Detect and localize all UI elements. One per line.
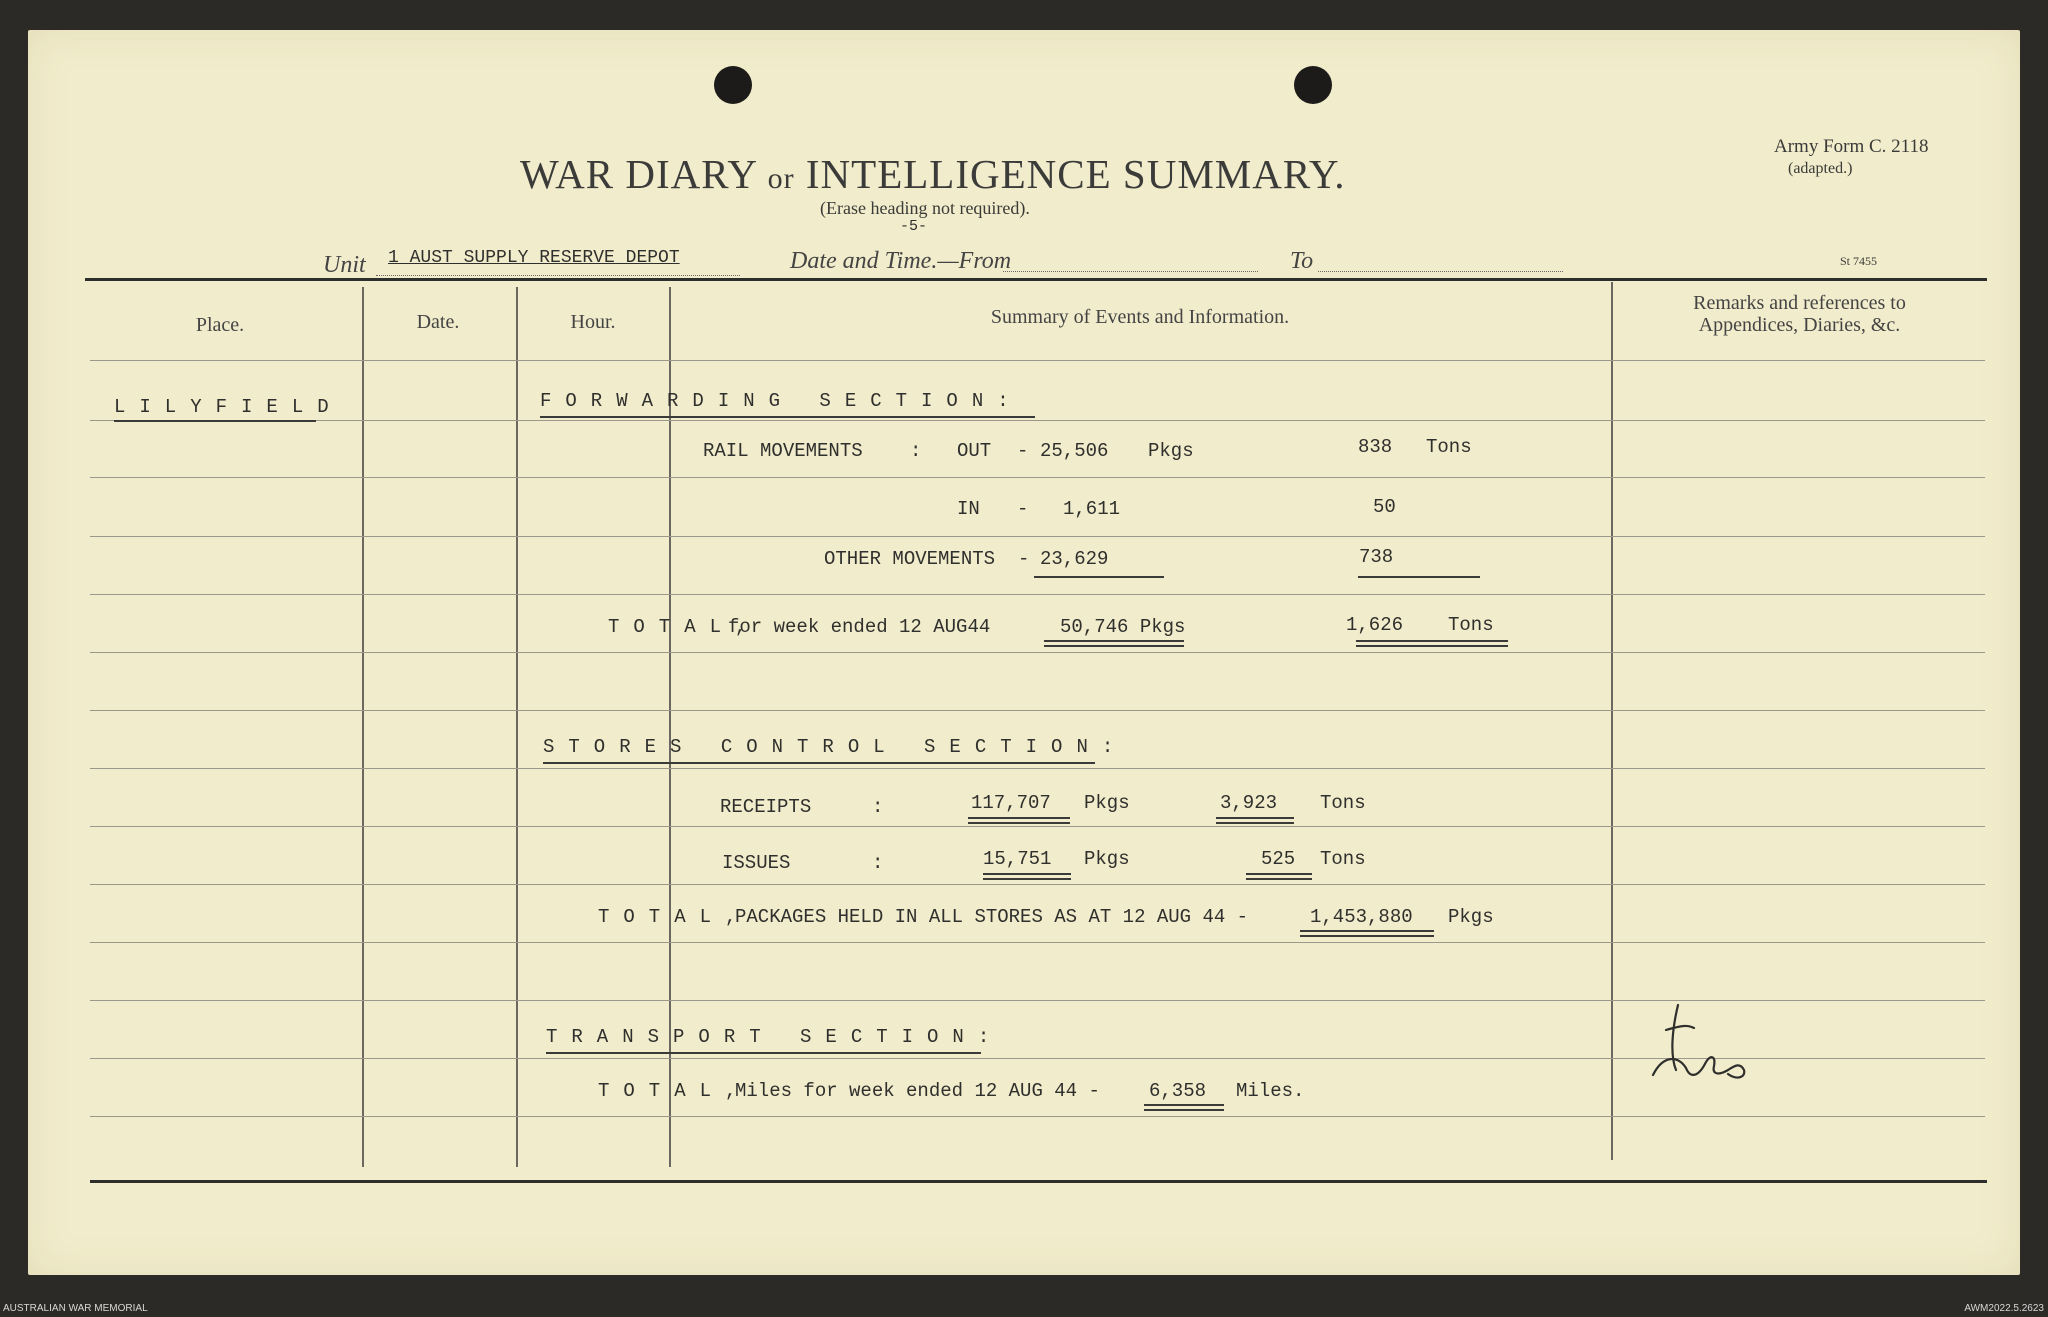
stores-total-unit: Pkgs [1448,906,1494,928]
stores-heading-underline [543,762,1095,764]
forwarding-total-packages: 50,746 Pkgs [1060,616,1186,638]
receipts-tons-underline [1216,817,1294,819]
forwarding-total-tons-unit: Tons [1448,614,1494,636]
stores-total-value: 1,453,880 [1310,906,1413,928]
column-divider-place-date [362,287,364,1167]
place-entry: LILYFIELD [114,396,343,418]
receipts-packages: 117,707 [971,792,1051,814]
issues-label: ISSUES [722,852,791,874]
column-header-date: Date. [416,311,460,333]
issues-colon: : [872,852,884,874]
out-packages: 25,506 [1040,440,1109,462]
adapted-note: (adapted.) [1788,160,1853,177]
receipts-tons: 3,923 [1220,792,1278,814]
receipts-packages-unit: Pkgs [1084,792,1130,814]
forwarding-total-tons: 1,626 [1346,614,1404,636]
transport-total-text: Miles for week ended 12 AUG 44 - [735,1080,1100,1102]
column-header-remarks-line1: Remarks and references to [1693,292,1906,314]
stores-heading: STORES CONTROL SECTION: [543,736,1128,758]
issues-packages: 15,751 [983,848,1052,870]
out-dash: - [1017,440,1029,462]
stores-total-text: PACKAGES HELD IN ALL STORES AS AT 12 AUG 44 - [735,906,1249,928]
issues-packages-underline-2 [983,878,1071,880]
transport-heading-underline [546,1052,981,1054]
title-intelligence-summary: INTELLIGENCE SUMMARY. [805,151,1346,197]
issues-tons-underline-2 [1246,878,1312,880]
transport-total-value-underline [1144,1104,1224,1106]
ruled-line [90,884,1985,885]
transport-total-value: 6,358 [1149,1080,1207,1102]
forwarding-heading-underline [540,416,1035,418]
forwarding-total-tons-underline [1356,640,1508,642]
other-packages: 23,629 [1040,548,1109,570]
stores-total-label: TOTAL, [598,906,751,928]
rail-colon: : [910,440,922,462]
place-underline [114,420,316,422]
other-dash: - [1018,548,1030,570]
handwritten-initials-signature [1648,1000,1758,1090]
unit-dotted-line [376,275,740,276]
receipts-packages-underline [968,817,1070,819]
ruled-line [90,1116,1985,1117]
ruled-line [90,768,1985,769]
footer-left-credit: AUSTRALIAN WAR MEMORIAL [3,1303,148,1314]
transport-total-value-underline-2 [1144,1109,1224,1111]
in-dash: - [1017,498,1029,520]
war-diary-sheet [28,30,2020,1275]
column-header-remarks-line2: Appendices, Diaries, &c. [1698,314,1901,336]
receipts-label: RECEIPTS [720,796,812,818]
ruled-line [90,942,1985,943]
punch-hole-right [1294,66,1332,104]
ruled-line [90,360,1985,361]
title-war-diary: WAR DIARY [520,151,757,197]
receipts-tons-underline-2 [1216,822,1294,824]
forwarding-heading: FORWARDING SECTION: [540,390,1023,412]
column-divider-summary-remarks [1611,282,1613,1160]
footer-right-accession: AWM2022.5.2623 [1964,1303,2044,1314]
other-movements-label: OTHER MOVEMENTS [824,548,996,570]
from-dotted-line [1003,271,1258,272]
ruled-line [90,477,1985,478]
forwarding-total-tons-underline-2 [1356,645,1508,647]
ruled-line [90,826,1985,827]
out-tons-unit: Tons [1426,436,1472,458]
ruled-line [90,420,1985,421]
receipts-tons-unit: Tons [1320,792,1366,814]
erase-note: (Erase heading not required). [820,198,1030,218]
title-or: or [767,162,795,195]
unit-value: 1 AUST SUPPLY RESERVE DEPOT [388,248,680,268]
out-packages-unit: Pkgs [1148,440,1194,462]
stores-total-value-underline-2 [1300,935,1434,937]
rail-movements-label: RAIL MOVEMENTS [703,440,863,462]
unit-label: Unit [323,252,366,278]
forwarding-total-packages-underline-2 [1044,645,1184,647]
to-dotted-line [1318,271,1563,272]
in-tons: 50 [1373,496,1396,518]
stock-code: St 7455 [1840,254,1878,268]
column-header-hour: Hour. [570,311,616,333]
out-label: OUT [957,440,992,462]
issues-tons-unit: Tons [1320,848,1366,870]
forwarding-total-packages-underline [1044,640,1184,642]
transport-heading: TRANSPORT SECTION: [546,1026,1004,1048]
out-tons: 838 [1358,436,1393,458]
issues-tons-underline [1246,873,1312,875]
ruled-line [90,594,1985,595]
ruled-line [90,536,1985,537]
other-tons: 738 [1359,546,1394,568]
other-tons-underline [1358,576,1480,578]
page-number: -5- [900,218,928,235]
table-bottom-rule [90,1180,1987,1183]
issues-tons: 525 [1261,848,1296,870]
form-title [520,150,1346,198]
column-header-summary: Summary of Events and Information. [990,306,1290,328]
ruled-line [90,710,1985,711]
other-packages-underline [1034,576,1164,578]
column-header-place: Place. [195,314,245,336]
receipts-colon: : [872,796,884,818]
in-label: IN [957,498,980,520]
in-packages: 1,611 [1063,498,1121,520]
transport-total-label: TOTAL, [598,1080,751,1102]
issues-packages-unit: Pkgs [1084,848,1130,870]
date-time-label: Date and Time.—From [790,248,1012,274]
stores-total-value-underline [1300,930,1434,932]
forwarding-total-label: TOTAL, [608,616,761,638]
issues-packages-underline [983,873,1071,875]
forwarding-total-text: for week ended 12 AUG44 [728,616,991,638]
receipts-packages-underline-2 [968,822,1070,824]
table-top-rule [85,278,1987,281]
to-label: To [1290,248,1314,274]
army-form-number: Army Form C. 2118 [1774,136,1929,157]
column-divider-date-hour [516,287,518,1167]
transport-total-unit: Miles. [1236,1080,1305,1102]
ruled-line [90,652,1985,653]
punch-hole-left [714,66,752,104]
